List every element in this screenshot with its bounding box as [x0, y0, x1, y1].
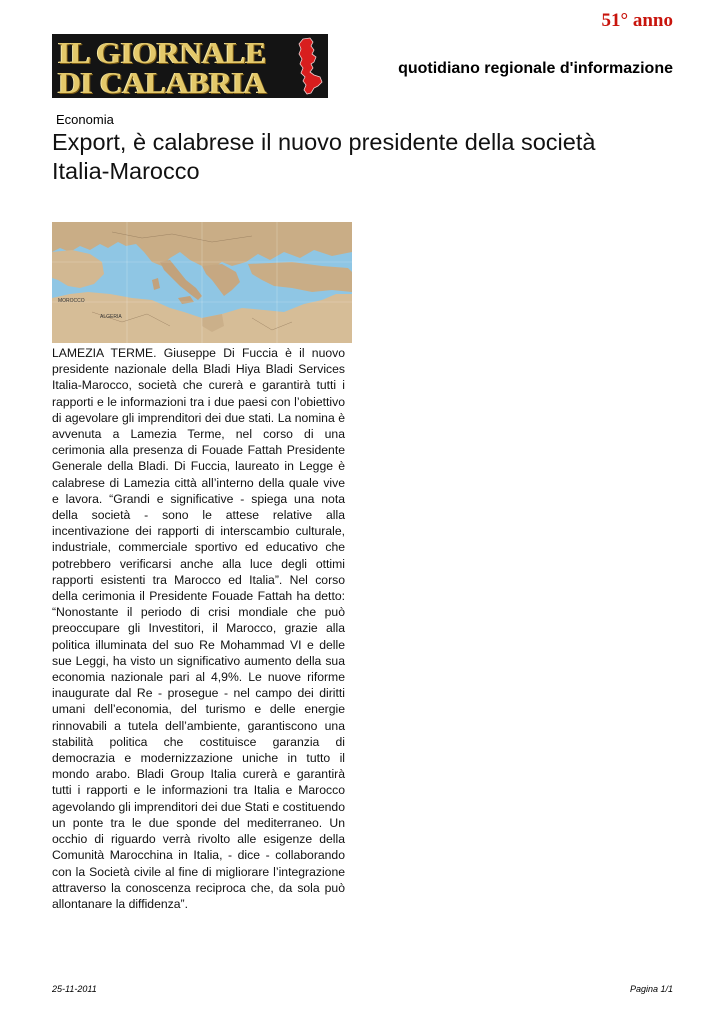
logo-line-1: IL GIORNALE	[58, 35, 267, 70]
map-label-morocco: MOROCCO	[58, 298, 85, 304]
section-label: Economia	[56, 112, 114, 127]
logo-line-2: DI CALABRIA	[58, 65, 267, 98]
footer-page-number: Pagina 1/1	[629, 984, 673, 994]
article-body: LAMEZIA TERME. Giuseppe Di Fuccia è il nuovo presidente nazionale della Bladi Hiya Bladi Services Italia-Marocco, società che curerà e garantirà tutti i rapporti e le informazioni tra i due paesi con l’obiettivo di agevolare gli imprenditori dei due stati. La nomina è avvenuta a Lamezia Terme, nel corso di una cerimonia alla presenza di Fouade Fattah Presidente Generale della Bladi. Di Fuccia, laureato in Legge è calabrese di Lamezia città all’interno della quale vive e lavora. “Grandi e significative - spiega una nota della società - sono le attese relative alla incentivazione dei rapporti di interscambio culturale, industriale, commerciale sportivo ed educativo che potrebbero verificarsi anche alla luce degli ottimi rapporti esistenti tra Marocco ed Italia”. Nel corso della cerimonia il Presidente Fouade Fattah ha detto: “Nonostante il periodo di crisi mondiale che può preoccupare gli Investitori, il Marocco, grazie alla politica illuminata del suo Re Mohammad VI e delle sue Leggi, ha visto un significativo aumento della sua economia nazionale pari al 4,9%. Le nuove riforme inaugurate dal Re - prosegue - nel campo dei diritti umani dell’economia, del turismo e delle energie rinnovabili a tutela dell’ambiente, garantiscono una stabilità politica che costituisce garanzia di democrazia e modernizzazione uniche in tutto il mondo arabo. Bladi Group Italia curerà e garantirà tutti i rapporti e le informazioni tra Italia e Marocco agevolando gli imprenditori dei due Stati e costituendo un ponte tra le due sponde del mediterraneo. Un occhio di riguardo verrà rivolto alle esigenze della Comunità Marocchina in Italia, - dice - collaborando con la Società civile al fine di migliorare l’integrazione attraverso la conoscenza reciproca che, da sola può allontanare la diffidenza”.	[52, 346, 345, 911]
footer-date: 25-11-2011	[52, 984, 97, 994]
article-headline: Export, è calabrese il nuovo presidente della società Italia-Marocco	[52, 129, 596, 184]
anniversary-label: 51° anno	[601, 10, 673, 31]
map-label-algeria: ALGERIA	[100, 314, 122, 320]
newspaper-tagline: quotidiano regionale d'informazione	[398, 60, 673, 77]
newspaper-logo	[52, 34, 328, 98]
mediterranean-map-image	[52, 222, 352, 343]
calabria-region-icon	[294, 37, 324, 95]
